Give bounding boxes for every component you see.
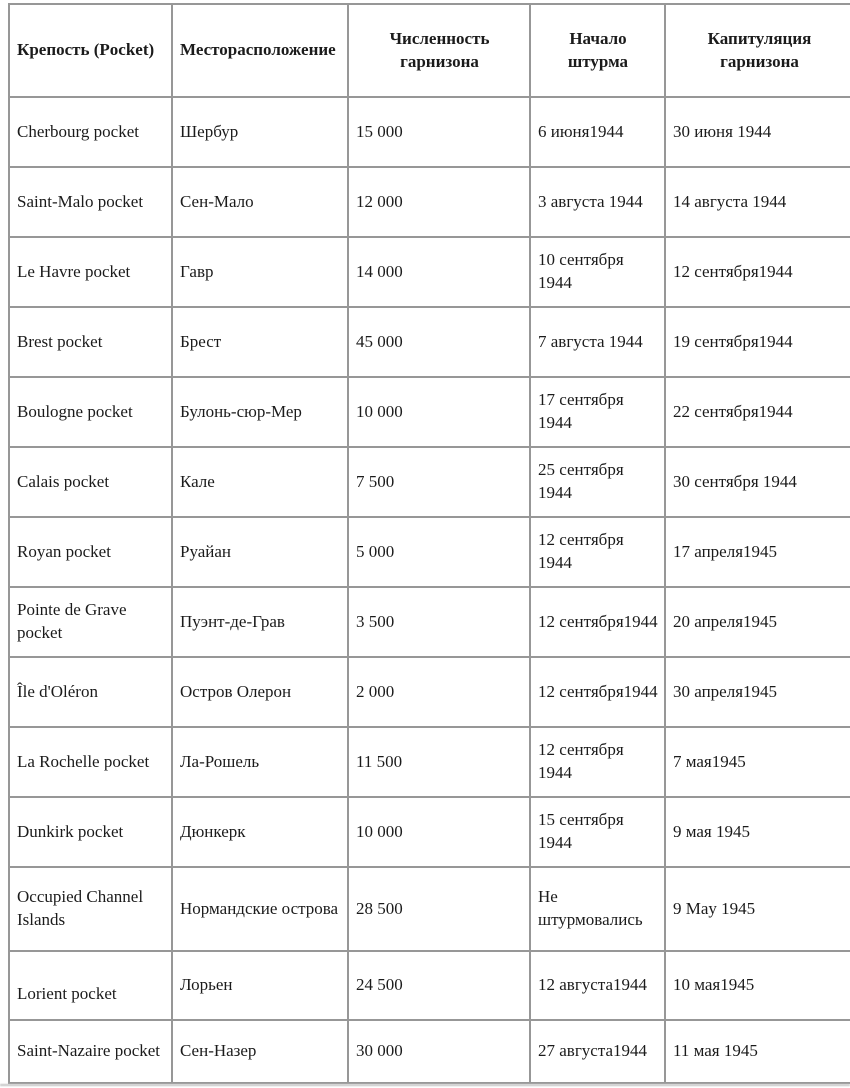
cell-assault-start (531, 518, 666, 586)
cell-fortress (10, 798, 173, 866)
cell-text: Не штурмовались (538, 887, 643, 929)
cell-text: 10 000 (356, 821, 403, 841)
cell-capitulation (666, 308, 850, 376)
cell-text: Dunkirk pocket (17, 821, 124, 841)
cell-location (173, 378, 349, 446)
cell-assault-start (531, 1021, 666, 1082)
cell-location (173, 518, 349, 586)
cell-text: Дюнкерк (180, 821, 246, 841)
cell-assault-start (531, 658, 666, 726)
cell-text: Boulogne pocket (17, 401, 133, 421)
column-header-assault-start: Начало штурма (531, 5, 666, 96)
table-row (10, 518, 850, 588)
table-row (10, 238, 850, 308)
cell-fortress (10, 728, 173, 796)
table-body (10, 98, 850, 1084)
cell-location (173, 868, 349, 950)
cell-assault-start (531, 448, 666, 516)
cell-assault-start (531, 308, 666, 376)
cell-text: Гавр (180, 261, 214, 281)
cell-text: Lorient pocket (17, 984, 117, 1004)
table-row (10, 798, 850, 868)
cell-text: Булонь-сюр-Мер (180, 401, 302, 421)
cell-text: 12 сентября 1944 (538, 530, 624, 572)
cell-capitulation (666, 98, 850, 166)
cell-location (173, 728, 349, 796)
cell-text: Calais pocket (17, 471, 110, 491)
cell-text: 24 500 (356, 975, 403, 995)
cell-garrison-size (349, 868, 531, 950)
cell-text: Брест (180, 331, 222, 351)
cell-assault-start (531, 868, 666, 950)
cell-text: 15 сентября 1944 (538, 810, 624, 852)
cell-text: 2 000 (356, 681, 395, 701)
cell-assault-start (531, 588, 666, 656)
table-row (10, 378, 850, 448)
table-header-row (10, 5, 850, 98)
cell-capitulation (666, 518, 850, 586)
cell-garrison-size (349, 98, 531, 166)
cell-assault-start (531, 98, 666, 166)
cell-text: Occupied Channel Islands (17, 887, 144, 929)
cell-text: Île d'Oléron (17, 681, 98, 701)
cell-text: 25 сентября 1944 (538, 460, 624, 502)
cell-garrison-size (349, 588, 531, 656)
cell-text: 6 июня1944 (538, 121, 624, 141)
table-row (10, 98, 850, 168)
cell-fortress (10, 1021, 173, 1082)
cell-fortress (10, 952, 173, 1019)
cell-text: 7 августа 1944 (538, 331, 643, 351)
cell-capitulation (666, 868, 850, 950)
cell-text: Лорьен (180, 975, 233, 995)
column-header-location: Месторасположение (173, 5, 349, 96)
cell-text: 30 апреля1945 (673, 681, 778, 701)
cell-assault-start (531, 952, 666, 1019)
cell-text: 14 августа 1944 (673, 191, 787, 211)
cell-location (173, 168, 349, 236)
cell-location (173, 308, 349, 376)
cell-garrison-size (349, 518, 531, 586)
cell-text: Пуэнт-де-Грав (180, 611, 285, 631)
cell-capitulation (666, 798, 850, 866)
cell-text: Royan pocket (17, 541, 111, 561)
cell-text: 12 сентября1944 (673, 261, 793, 281)
table-row (10, 168, 850, 238)
cell-text: 10 мая1945 (673, 975, 755, 995)
table-row (10, 448, 850, 518)
cell-capitulation (666, 658, 850, 726)
cell-text: Le Havre pocket (17, 261, 131, 281)
cell-capitulation (666, 168, 850, 236)
cell-text: 9 May 1945 (673, 898, 756, 918)
cell-text: 12 августа1944 (538, 975, 648, 995)
cell-text: 11 500 (356, 751, 403, 771)
table-row (10, 728, 850, 798)
cell-location (173, 238, 349, 306)
cell-assault-start (531, 798, 666, 866)
cell-text: 17 апреля1945 (673, 541, 778, 561)
cell-garrison-size (349, 378, 531, 446)
cell-text: Brest pocket (17, 331, 103, 351)
cell-fortress (10, 868, 173, 950)
cell-capitulation (666, 1021, 850, 1082)
cell-fortress (10, 308, 173, 376)
cell-text: 5 000 (356, 541, 395, 561)
cell-text: 10 000 (356, 401, 403, 421)
cell-location (173, 658, 349, 726)
cell-text: La Rochelle pocket (17, 751, 150, 771)
cell-garrison-size (349, 168, 531, 236)
cell-text: 7 мая1945 (673, 751, 746, 771)
cell-fortress (10, 588, 173, 656)
cell-fortress (10, 658, 173, 726)
cell-text: Сен-Назер (180, 1041, 257, 1061)
cell-garrison-size (349, 952, 531, 1019)
pockets-table (8, 3, 850, 1084)
cell-garrison-size (349, 308, 531, 376)
table-row (10, 952, 850, 1021)
cell-garrison-size (349, 658, 531, 726)
cell-text: 20 апреля1945 (673, 611, 778, 631)
cell-text: Pointe de Grave pocket (17, 600, 127, 642)
cell-text: Кале (180, 471, 215, 491)
table-row (10, 658, 850, 728)
cell-garrison-size (349, 238, 531, 306)
cell-text: 3 500 (356, 611, 395, 631)
cell-text: 10 сентября 1944 (538, 250, 624, 292)
cell-text: 30 сентября 1944 (673, 471, 797, 491)
cell-capitulation (666, 448, 850, 516)
cell-text: Сен-Мало (180, 191, 254, 211)
cell-assault-start (531, 378, 666, 446)
cell-text: 12 000 (356, 191, 403, 211)
cell-text: 30 000 (356, 1041, 403, 1061)
cell-location (173, 448, 349, 516)
cell-text: Нормандские острова (180, 898, 339, 918)
cell-garrison-size (349, 798, 531, 866)
cell-text: 17 сентября 1944 (538, 390, 624, 432)
cell-text: 15 000 (356, 121, 403, 141)
cell-garrison-size (349, 1021, 531, 1082)
cell-capitulation (666, 378, 850, 446)
column-header-capitulation: Капитуляция гарнизона (707, 28, 812, 71)
cell-fortress (10, 238, 173, 306)
cell-text: Шербур (180, 121, 239, 141)
cell-capitulation (666, 238, 850, 306)
cell-garrison-size (349, 728, 531, 796)
cell-location (173, 98, 349, 166)
table-row (10, 308, 850, 378)
cell-capitulation (666, 588, 850, 656)
cell-text: Руайан (180, 541, 232, 561)
cell-text: Cherbourg pocket (17, 121, 139, 141)
column-header-garrison: Численность гарнизона (349, 5, 531, 96)
cell-text: Saint-Malo pocket (17, 191, 144, 211)
cell-text: 28 500 (356, 898, 403, 918)
cell-capitulation (666, 728, 850, 796)
cell-text: 22 сентября1944 (673, 401, 793, 421)
cell-text: 12 сентября1944 (538, 681, 658, 701)
cell-text: 11 мая 1945 (673, 1041, 758, 1061)
cell-location (173, 952, 349, 1019)
cell-assault-start (531, 238, 666, 306)
cell-text: 27 августа1944 (538, 1041, 648, 1061)
cell-fortress (10, 168, 173, 236)
table-row (10, 1021, 850, 1084)
cell-text: 19 сентября1944 (673, 331, 793, 351)
cell-text: Остров Олерон (180, 681, 292, 701)
cell-text: 3 августа 1944 (538, 191, 643, 211)
cell-text: 12 сентября1944 (538, 611, 658, 631)
cell-text: 45 000 (356, 331, 403, 351)
cell-location (173, 1021, 349, 1082)
cell-assault-start (531, 168, 666, 236)
page-bottom-edge-line (0, 1084, 850, 1086)
cell-fortress (10, 98, 173, 166)
cell-fortress (10, 378, 173, 446)
table-row (10, 588, 850, 658)
table-row (10, 868, 850, 952)
cell-text: 7 500 (356, 471, 395, 491)
cell-text: 14 000 (356, 261, 403, 281)
cell-garrison-size (349, 448, 531, 516)
cell-text: 12 сентября 1944 (538, 740, 624, 782)
column-header-fortress: Крепость (Pocket) (10, 5, 173, 96)
cell-text: Saint-Nazaire pocket (17, 1041, 161, 1061)
cell-fortress (10, 448, 173, 516)
cell-text: 9 мая 1945 (673, 821, 751, 841)
cell-text: Ла-Рошель (180, 751, 260, 771)
cell-capitulation (666, 952, 850, 1019)
cell-location (173, 588, 349, 656)
cell-text: 30 июня 1944 (673, 121, 772, 141)
cell-location (173, 798, 349, 866)
cell-fortress (10, 518, 173, 586)
cell-assault-start (531, 728, 666, 796)
